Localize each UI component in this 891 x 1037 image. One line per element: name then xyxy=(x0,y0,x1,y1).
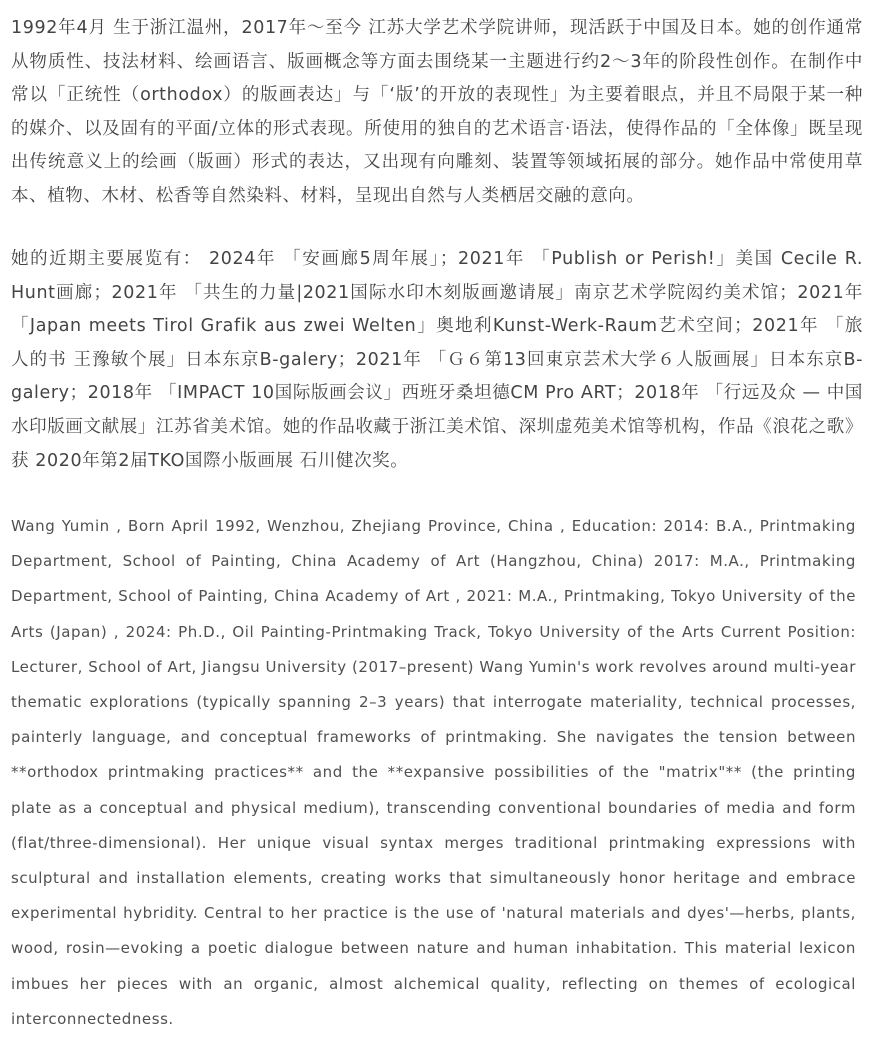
exhibitions-paragraph-chinese: 她的近期主要展览有： 2024年 「安画廊5周年展」；2021年 「Publish or Perish!」美国 Cecile R. Hunt画廊；2021年 「共生的力量|2021国际水印木刻版画邀请展」南京艺术学院闳约美术馆；2021年「Japan meets Tirol Grafik aus zwei Welten」奥地利Kunst-Werk-Raum艺术空间；2021年 「旅人的书 王豫敏个展」日本东京B-galery；2021年 「Ｇ６第13回東京芸术大学６人版画展」日本东京B-galery；2018年 「IMPACT 10国际版画会议」西班牙桑坦德CM Pro ART；2018年 「行远及众 — 中国水印版画文献展」江苏省美术馆。她的作品收藏于浙江美术馆、深圳虚苑美术馆等机构，作品《浪花之歌》获 2020年第2届TKO国際小版画展 石川健次奖。 xyxy=(11,249,863,471)
bio-paragraph-english: Wang Yumin , Born April 1992, Wenzhou, Zhejiang Province, China , Education: 2014: B.A., Printmaking Department, School of Painting, China Academy of Art (Hangzhou, China) 2017: M.A., Printmaking Department, School of Painting, China Academy of Art , 2021: M.A., Printmaking, Tokyo University of the Arts (Japan) , 2024: Ph.D., Oil Painting-Printmaking Track, Tokyo University of the Arts Current Position: Lecturer, School of Art, Jiangsu University (2017–present) Wang Yumin's work revolves around multi-year thematic explorations (typically spanning 2–3 years) that interrogate materiality, technical processes, painterly language, and conceptual frameworks of printmaking. She navigates the tension between **orthodox printmaking practices** and the **expansive possibilities of the "matrix"** (the printing plate as a conceptual and physical medium), transcending conventional boundaries of media and form (flat/three-dimensional). Her unique visual syntax merges traditional printmaking expressions with sculptural and installation elements, creating works that simultaneously honor heritage and embrace experimental hybridity. Central to her practice is the use of 'natural materials and dyes'—herbs, plants, wood, rosin—evoking a poetic dialogue between nature and human inhabitation. This material lexicon imbues her pieces with an organic, almost alchemical quality, reflecting on themes of ecological interconnectedness. xyxy=(11,517,856,1028)
bio-paragraph-chinese: 1992年4月 生于浙江温州，2017年～至今 江苏大学艺术学院讲师，现活跃于中国及日本。她的创作通常从物质性、技法材料、绘画语言、版画概念等方面去围绕某一主题进行约2～3年的阶段性创作。在制作中常以「正统性（orthodox）的版画表达」与「‘版’的开放的表现性」为主要着眼点，并且不局限于某一种的媒介、以及固有的平面/立体的形式表现。所使用的独自的艺术语言·语法，使得作品的「全体像」既呈现出传统意义上的绘画（版画）形式的表达，又出现有向雕刻、装置等领域拓展的部分。她作品中常使用草本、植物、木材、松香等自然染料、材料，呈现出自然与人类栖居交融的意向。 xyxy=(11,18,863,206)
